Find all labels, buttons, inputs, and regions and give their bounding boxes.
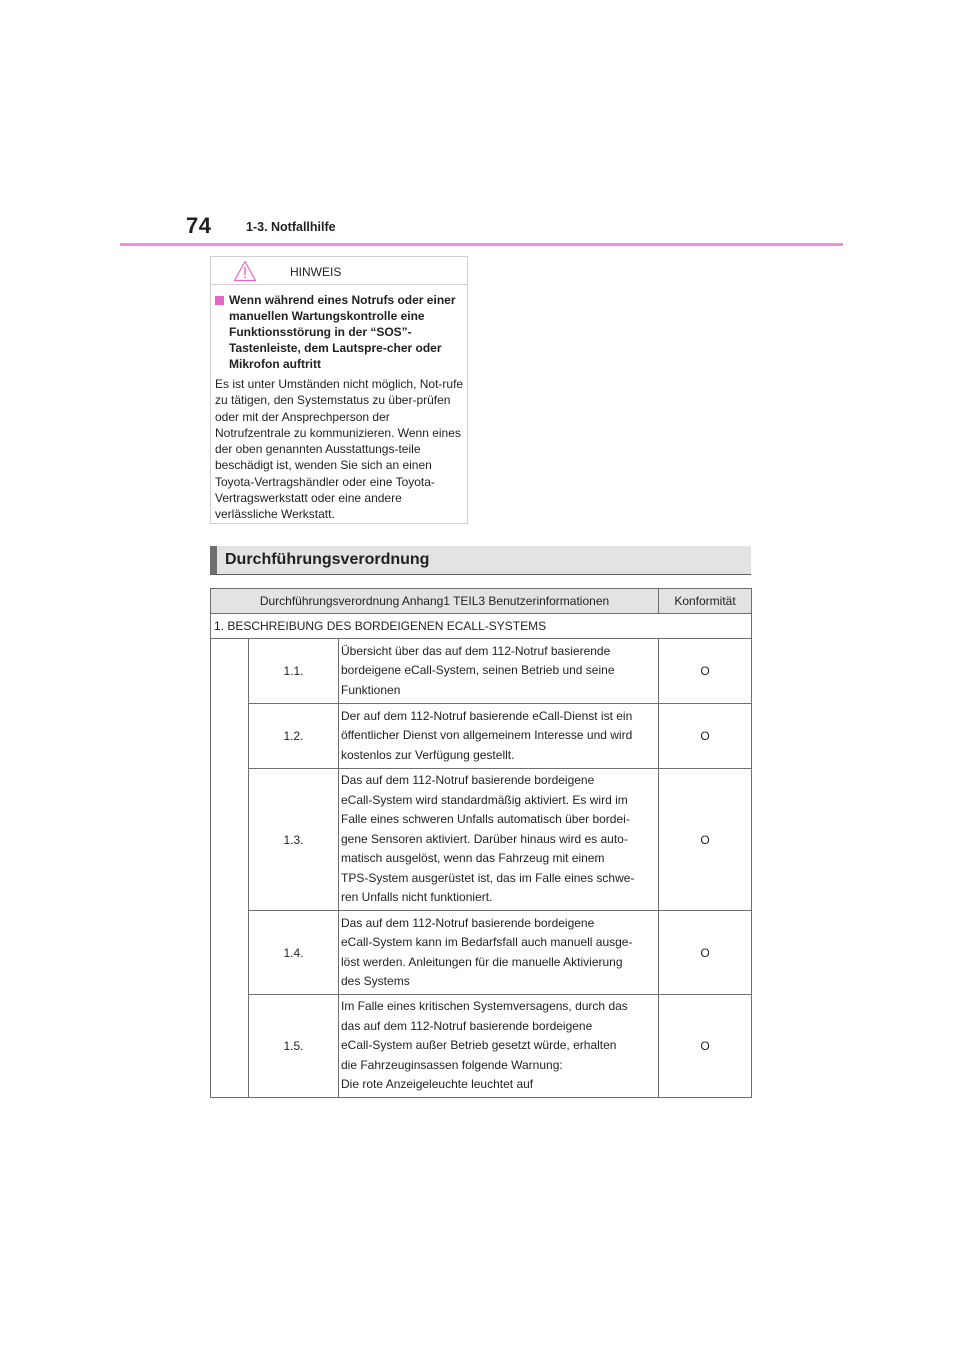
desc-line: gene Sensoren aktiviert. Darüber hinaus wird es auto- bbox=[341, 831, 628, 846]
row-conformity: O bbox=[659, 639, 752, 704]
desc-line: das auf dem 112-Notruf basierende bordeigene bbox=[341, 1018, 593, 1033]
desc-line: Im Falle eines kritischen Systemversagens, durch das bbox=[341, 999, 628, 1014]
table-header-row bbox=[211, 589, 752, 614]
desc-line: eCall-System wird standardmäßig aktiviert. Es wird im bbox=[341, 792, 628, 807]
header-divider bbox=[120, 243, 843, 246]
desc-line: öffentlicher Dienst von allgemeinem Interesse und wird bbox=[341, 728, 633, 743]
desc-line: TPS-System ausgerüstet ist, das im Falle eines schwe- bbox=[341, 870, 635, 885]
desc-line: Das auf dem 112-Notruf basierende bordeigene bbox=[341, 773, 595, 788]
section-title: 1-3. Notfallhilfe bbox=[246, 220, 336, 234]
regulation-table bbox=[210, 588, 752, 1098]
notice-body: Es ist unter Umständen nicht möglich, Not-rufe zu tätigen, den Systemstatus zu über-prüfen oder mit der Ansprechperson der Notrufzentrale zu kommunizieren. Wenn eines der oben genannten Ausstattungs-teile beschädigt ist, wenden Sie sich an einen Toyota-Vertragshändler oder eine Toyota-Vertragswerkstatt oder eine andere verlässliche Werkstatt. bbox=[215, 377, 464, 522]
row-conformity: O bbox=[659, 769, 752, 911]
row-description bbox=[339, 911, 659, 995]
notice-heading-text: Wenn während eines Notrufs oder einer manuellen Wartungskontrolle eine Funktionsstörung in der “SOS”-Tastenleiste, dem Lautspre-cher oder Mikrofon auftritt bbox=[229, 293, 456, 371]
desc-line: eCall-System kann im Bedarfsfall auch manuell ausge- bbox=[341, 935, 633, 949]
row-description bbox=[339, 704, 659, 769]
row-description bbox=[339, 769, 659, 911]
table-section-title: 1. BESCHREIBUNG DES BORDEIGENEN ECALL-SYSTEMS bbox=[211, 614, 752, 639]
page-number: 74 bbox=[186, 213, 212, 238]
desc-line: ren Unfalls nicht funktioniert. bbox=[341, 890, 493, 905]
notice-box bbox=[210, 256, 468, 524]
banner-accent-bar bbox=[210, 546, 217, 574]
bullet-square-icon bbox=[215, 296, 224, 305]
table-row bbox=[211, 995, 752, 1098]
table-row bbox=[211, 769, 752, 911]
table-section-row bbox=[211, 614, 752, 639]
row-number: 1.4. bbox=[249, 911, 339, 995]
desc-line: des Systems bbox=[341, 974, 410, 988]
desc-line: Der auf dem 112-Notruf basierende eCall-Dienst ist ein bbox=[341, 708, 633, 723]
table-header-regulation: Durchführungsverordnung Anhang1 TEIL3 Benutzerinformationen bbox=[211, 589, 659, 614]
desc-line: Übersicht über das auf dem 112-Notruf basierende bbox=[341, 643, 611, 658]
table-header-conformity: Konformität bbox=[659, 589, 752, 614]
desc-line: löst werden. Anleitungen für die manuelle Aktivierung bbox=[341, 954, 623, 969]
row-conformity: O bbox=[659, 995, 752, 1098]
row-number: 1.5. bbox=[249, 995, 339, 1098]
row-number: 1.1. bbox=[249, 639, 339, 704]
notice-label: HINWEIS bbox=[290, 265, 342, 279]
table-spacer-cell bbox=[211, 639, 249, 1098]
desc-line: eCall-System außer Betrieb gesetzt würde, erhalten bbox=[341, 1038, 617, 1053]
row-number: 1.2. bbox=[249, 704, 339, 769]
row-conformity: O bbox=[659, 704, 752, 769]
desc-line: kostenlos zur Verfügung gestellt. bbox=[341, 747, 515, 762]
desc-line: die Fahrzeuginsassen folgende Warnung: bbox=[341, 1057, 563, 1072]
section-banner bbox=[210, 546, 751, 575]
desc-line: Die rote Anzeigeleuchte leuchtet auf bbox=[341, 1077, 534, 1092]
notice-header bbox=[211, 257, 467, 285]
warning-triangle-icon bbox=[233, 260, 257, 282]
row-number: 1.3. bbox=[249, 769, 339, 911]
row-description bbox=[339, 639, 659, 704]
desc-line: Das auf dem 112-Notruf basierende bordeigene bbox=[341, 915, 595, 930]
table-row bbox=[211, 639, 752, 704]
notice-heading bbox=[215, 292, 461, 372]
table-row bbox=[211, 911, 752, 995]
table-row bbox=[211, 704, 752, 769]
row-conformity: O bbox=[659, 911, 752, 995]
desc-line: Funktionen bbox=[341, 682, 401, 697]
desc-line: Falle eines schweren Unfalls automatisch über bordei- bbox=[341, 812, 630, 827]
desc-line: bordeigene eCall-System, seinen Betrieb und seine bbox=[341, 663, 615, 678]
row-description bbox=[339, 995, 659, 1098]
section-banner-title: Durchführungsverordnung bbox=[225, 551, 430, 568]
desc-line: matisch ausgelöst, wenn das Fahrzeug mit einem bbox=[341, 851, 605, 866]
